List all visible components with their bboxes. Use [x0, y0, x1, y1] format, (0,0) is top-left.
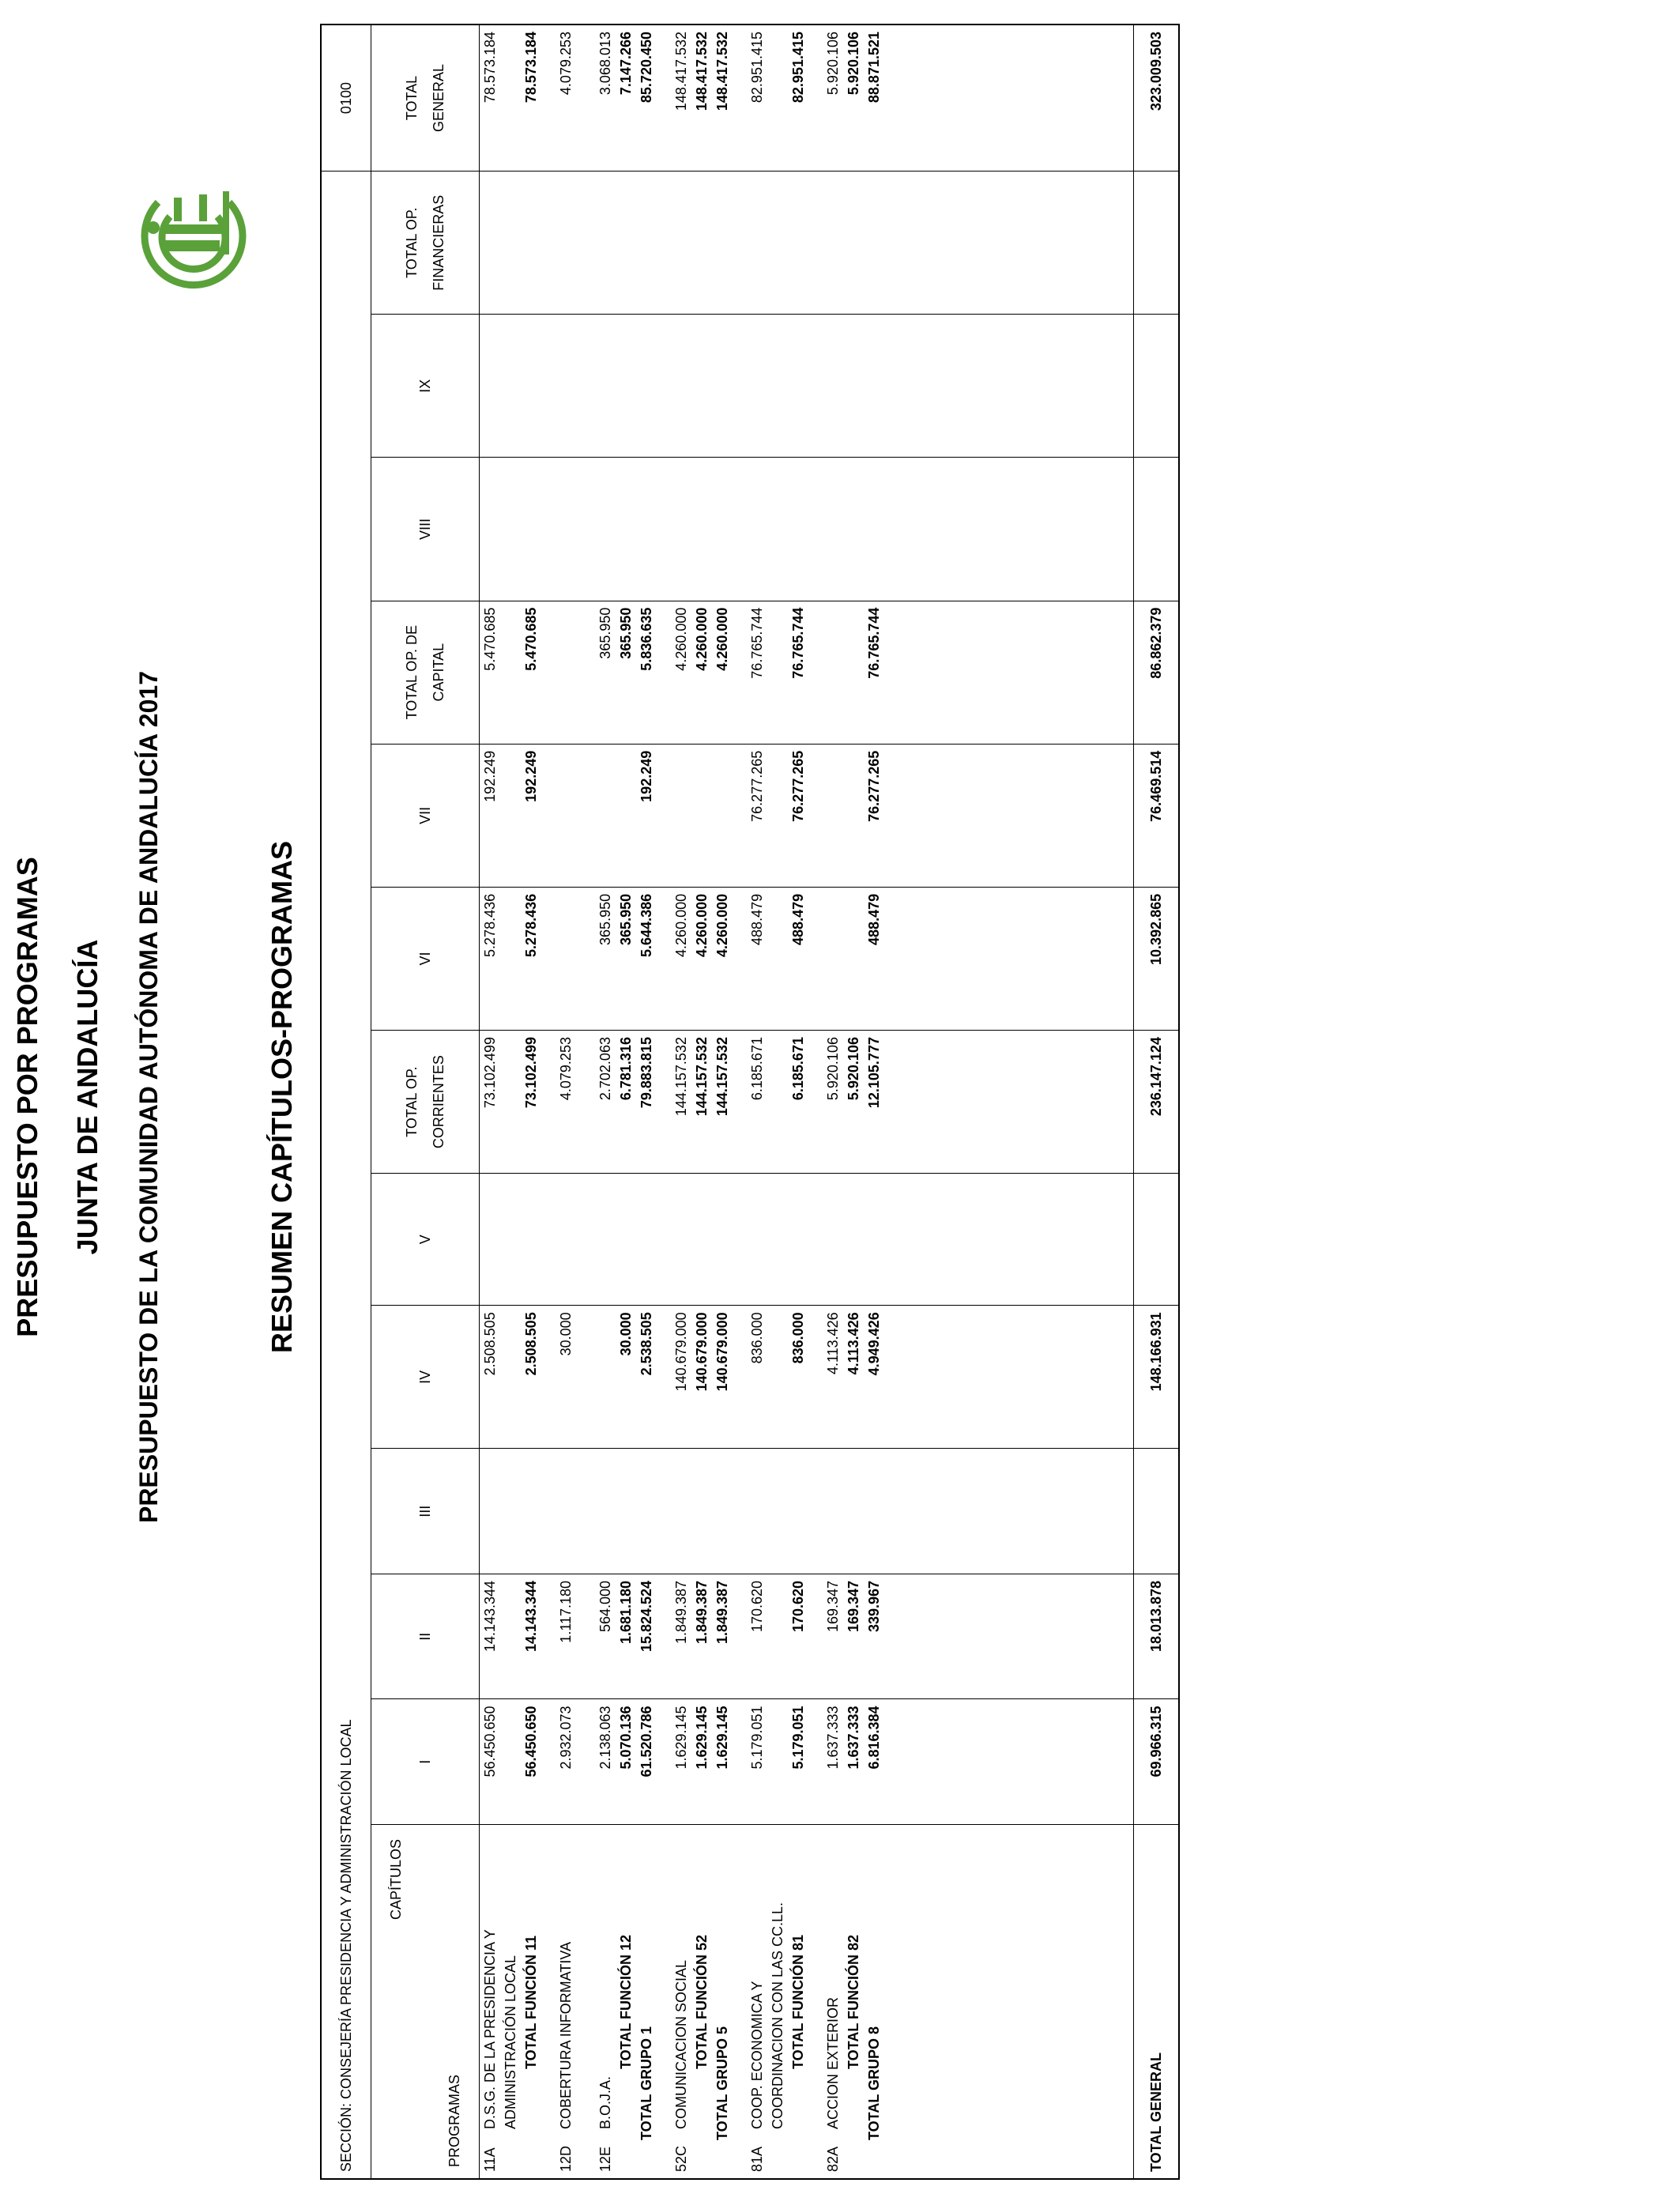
program-value: 169.347 — [825, 1580, 841, 1633]
total-financieras-value — [1134, 172, 1180, 315]
total-funcion-81-row — [788, 25, 823, 2179]
total-financieras-value — [671, 172, 712, 315]
row-label — [712, 1824, 747, 2179]
cap-vi-value — [556, 887, 595, 1030]
total-general-value — [671, 25, 712, 172]
cap-v-value — [595, 1174, 636, 1306]
cap-viii-value — [823, 458, 864, 601]
total-capital-value — [671, 601, 712, 744]
cap-iv-value: 148.166.931 — [1134, 1306, 1180, 1449]
total-grupo-1-row — [636, 25, 671, 2179]
funcion-total-value: 6.781.316 — [618, 1037, 634, 1101]
program-value: 3.068.013 — [597, 32, 613, 96]
cap-vi-value: 5.278.436 — [521, 887, 556, 1030]
total-grupo-label: TOTAL GRUPO 5 — [714, 2026, 730, 2140]
cap-iii-value — [521, 1449, 556, 1574]
cap-iv-value: 4.949.426 — [864, 1306, 898, 1449]
cap-ix-value — [636, 315, 671, 458]
header-cap-i: I — [371, 1699, 480, 1825]
cap-i-value: 1.629.145 — [712, 1699, 747, 1825]
cap-ix-value — [788, 315, 823, 458]
cap-vii-value: 76.277.265 — [864, 744, 898, 887]
cap-vi-value: 488.479 — [747, 887, 788, 1030]
total-general-value: 323.009.503 — [1134, 25, 1180, 172]
header-capitulos-label: CAPÍTULOS — [388, 1838, 404, 1920]
cap-iv-value: 2.508.505 — [480, 1306, 522, 1449]
cap-ii-value — [823, 1574, 864, 1699]
cap-v-value — [480, 1174, 522, 1306]
cap-iii-value — [671, 1449, 712, 1574]
total-financieras-value — [595, 172, 636, 315]
program-label — [480, 1824, 522, 2179]
cap-viii-value — [556, 458, 595, 601]
total-capital-value: 5.470.685 — [480, 601, 522, 744]
header-row — [371, 25, 480, 2179]
cap-ix-value — [712, 315, 747, 458]
cap-vi-value: 10.392.865 — [1134, 887, 1180, 1030]
funcion-total-value: 4.260.000 — [694, 893, 710, 957]
cap-vii-value: 192.249 — [480, 744, 522, 887]
total-capital-value: 86.862.379 — [1134, 601, 1180, 744]
total-corrientes-value: 73.102.499 — [480, 1031, 522, 1174]
funcion-total-value: 5.920.106 — [846, 32, 861, 96]
cap-iv-value: 836.000 — [788, 1306, 823, 1449]
total-capital-value: 76.765.744 — [788, 601, 823, 744]
program-value: 365.950 — [597, 607, 613, 659]
total-financieras-value — [864, 172, 898, 315]
total-capital-value: 76.765.744 — [864, 601, 898, 744]
total-funcion-label: TOTAL FUNCIÓN 11 — [523, 1935, 539, 2069]
program-name: COBERTURA INFORMATIVA — [558, 1941, 574, 2129]
total-corrientes-value: 12.105.777 — [864, 1031, 898, 1174]
program-value: 1.637.333 — [825, 1706, 841, 1770]
program-code: 52C — [673, 2145, 689, 2172]
spacer-row — [898, 25, 1134, 2179]
program-row-82a — [823, 25, 864, 2179]
total-grupo-label: TOTAL GRUPO 1 — [638, 2026, 654, 2140]
cap-ix-value — [1134, 315, 1180, 458]
program-row-81a — [747, 25, 788, 2179]
header-total-financieras-line1: TOTAL OP. — [404, 207, 420, 278]
total-funcion-11-row — [521, 25, 556, 2179]
cap-iii-value — [788, 1449, 823, 1574]
header-total-capital-line2: CAPITAL — [431, 643, 446, 702]
cap-iv-value: 2.538.505 — [636, 1306, 671, 1449]
cap-ix-value — [671, 315, 712, 458]
total-funcion-label: TOTAL FUNCIÓN 81 — [790, 1934, 806, 2069]
program-code: 12D — [558, 2145, 574, 2172]
program-row-52c — [671, 25, 712, 2179]
total-grupo-8-row — [864, 25, 898, 2179]
header-total-capital — [371, 601, 480, 744]
cap-viii-value — [636, 458, 671, 601]
cap-ii-value: 339.967 — [864, 1574, 898, 1699]
cap-vi-value: 5.278.436 — [480, 887, 522, 1030]
funcion-total-value: 1.637.333 — [846, 1706, 861, 1770]
program-value: 564.000 — [597, 1580, 613, 1633]
junta-andalucia-logo-icon — [126, 187, 261, 321]
total-corrientes-value: 79.883.815 — [636, 1031, 671, 1174]
header-total-general-line1: TOTAL — [404, 75, 420, 121]
cap-ix-value — [747, 315, 788, 458]
total-general-value — [823, 25, 864, 172]
cap-vii-value: 192.249 — [521, 744, 556, 887]
cap-i-value: 56.450.650 — [480, 1699, 522, 1825]
cap-viii-value — [788, 458, 823, 601]
cap-ix-value — [521, 315, 556, 458]
chapters-programs-table — [320, 24, 1180, 2180]
total-general-value: 4.079.253 — [556, 25, 595, 172]
header-cap-vi: VI — [371, 887, 480, 1030]
cap-iii-value — [1134, 1449, 1180, 1574]
total-corrientes-value: 6.185.671 — [747, 1031, 788, 1174]
total-general-value: 85.720.450 — [636, 25, 671, 172]
program-value: 5.920.106 — [825, 1037, 841, 1101]
cap-vi-value — [595, 887, 636, 1030]
cap-ii-value: 15.824.524 — [636, 1574, 671, 1699]
program-code: 81A — [749, 2146, 765, 2172]
section-row — [321, 25, 371, 2179]
funcion-total-value: 30.000 — [618, 1312, 634, 1356]
program-value: 2.138.063 — [597, 1706, 613, 1770]
total-general-value: 78.573.184 — [521, 25, 556, 172]
cap-vi-value: 488.479 — [788, 887, 823, 1030]
cap-ii-value: 14.143.344 — [521, 1574, 556, 1699]
cap-i-value: 5.179.051 — [788, 1699, 823, 1825]
cap-ix-value — [864, 315, 898, 458]
program-code: 11A — [482, 2147, 498, 2172]
program-row-12e — [595, 25, 636, 2179]
program-name: D.S.G. DE LA PRESIDENCIA Y ADMINISTRACIÓN LOCAL — [482, 1929, 518, 2129]
cap-iv-value: 30.000 — [556, 1306, 595, 1449]
header-cap-iii: III — [371, 1449, 480, 1574]
cap-v-value — [788, 1174, 823, 1306]
header-cap-iv: IV — [371, 1306, 480, 1449]
cap-v-value — [521, 1174, 556, 1306]
funcion-total-value: 144.157.532 — [694, 1037, 710, 1117]
cap-iv-value: 836.000 — [747, 1306, 788, 1449]
cap-vi-value: 5.644.386 — [636, 887, 671, 1030]
cap-i-value — [823, 1699, 864, 1825]
total-corrientes-value: 236.147.124 — [1134, 1031, 1180, 1174]
cap-ii-value: 1.117.180 — [556, 1574, 595, 1699]
cap-i-value: 5.179.051 — [747, 1699, 788, 1825]
total-general-value: 82.951.415 — [788, 25, 823, 172]
cap-v-value — [556, 1174, 595, 1306]
cap-v-value — [823, 1174, 864, 1306]
program-value: 2.702.063 — [597, 1037, 613, 1101]
cap-ii-value — [671, 1574, 712, 1699]
cap-vi-value — [671, 887, 712, 1030]
cap-vii-value — [671, 744, 712, 887]
program-value: 148.417.532 — [673, 32, 689, 111]
funcion-total-value: 140.679.000 — [694, 1312, 710, 1392]
program-row-11a — [480, 25, 522, 2179]
header-cap-v: V — [371, 1174, 480, 1306]
cap-v-value — [712, 1174, 747, 1306]
total-general-value — [595, 25, 636, 172]
cap-v-value — [864, 1174, 898, 1306]
section-code: 0100 — [321, 25, 371, 172]
cap-ix-value — [480, 315, 522, 458]
program-value: 144.157.532 — [673, 1037, 689, 1117]
cap-i-value: 56.450.650 — [521, 1699, 556, 1825]
cap-ii-value — [595, 1574, 636, 1699]
funcion-total-value: 169.347 — [846, 1580, 861, 1633]
program-value: 4.260.000 — [673, 893, 689, 957]
total-funcion-label: TOTAL FUNCIÓN 52 — [694, 1934, 710, 2069]
header-cap-viii: VIII — [371, 458, 480, 601]
program-label — [823, 1824, 864, 2179]
total-funcion-label: TOTAL FUNCIÓN 12 — [618, 1934, 634, 2069]
header-total-financieras — [371, 172, 480, 315]
cap-vii-value — [595, 744, 636, 887]
cap-i-value: 6.816.384 — [864, 1699, 898, 1825]
total-corrientes-value: 6.185.671 — [788, 1031, 823, 1174]
cap-vi-value: 4.260.000 — [712, 887, 747, 1030]
funcion-total-value: 365.950 — [618, 607, 634, 659]
program-name: COOP. ECONOMICA Y COORDINACION CON LAS CC.LL. — [749, 1902, 785, 2129]
cap-i-value — [671, 1699, 712, 1825]
cap-iv-value: 2.508.505 — [521, 1306, 556, 1449]
header-total-corrientes-line2: CORRIENTES — [431, 1055, 446, 1149]
cap-vi-value — [823, 887, 864, 1030]
total-general-label: TOTAL GENERAL — [1134, 1824, 1180, 2179]
total-grupo-5-row — [712, 25, 747, 2179]
cap-vii-value: 192.249 — [636, 744, 671, 887]
program-value: 4.113.426 — [825, 1312, 841, 1375]
cap-viii-value — [480, 458, 522, 601]
total-capital-value: 76.765.744 — [747, 601, 788, 744]
total-financieras-value — [556, 172, 595, 315]
total-financieras-value — [636, 172, 671, 315]
header-programs — [371, 1824, 480, 2179]
header-cap-vii: VII — [371, 744, 480, 887]
total-general-row — [1134, 25, 1180, 2179]
total-grupo-label: TOTAL GRUPO 8 — [866, 2026, 882, 2140]
cap-viii-value — [1134, 458, 1180, 601]
total-general-value: 148.417.532 — [712, 25, 747, 172]
header-cap-ix: IX — [371, 315, 480, 458]
total-capital-value — [595, 601, 636, 744]
program-label — [747, 1824, 788, 2179]
cap-viii-value — [521, 458, 556, 601]
cap-ii-value: 14.143.344 — [480, 1574, 522, 1699]
budget-title: PRESUPUESTO DE LA COMUNIDAD AUTÓNOMA DE ANDALUCÍA 2017 — [134, 671, 163, 1524]
cap-ix-value — [823, 315, 864, 458]
cap-vi-value: 488.479 — [864, 887, 898, 1030]
cap-v-value — [747, 1174, 788, 1306]
total-corrientes-value: 4.079.253 — [556, 1031, 595, 1174]
cap-ii-value: 170.620 — [788, 1574, 823, 1699]
program-value: 1.849.387 — [673, 1580, 689, 1645]
program-label — [671, 1824, 712, 2179]
cap-v-value — [636, 1174, 671, 1306]
program-row-12d — [556, 25, 595, 2179]
cap-v-value — [1134, 1174, 1180, 1306]
row-label — [521, 1824, 556, 2179]
program-code: 82A — [825, 2146, 841, 2172]
page-title: PRESUPUESTO POR PROGRAMAS — [11, 857, 43, 1337]
total-capital-value: 5.470.685 — [521, 601, 556, 744]
total-corrientes-value: 144.157.532 — [712, 1031, 747, 1174]
total-capital-value — [823, 601, 864, 744]
funcion-total-value: 7.147.266 — [618, 32, 634, 96]
total-capital-value — [556, 601, 595, 744]
total-financieras-value — [521, 172, 556, 315]
cap-ii-value: 170.620 — [747, 1574, 788, 1699]
cap-ix-value — [556, 315, 595, 458]
cap-iv-value — [823, 1306, 864, 1449]
cap-viii-value — [671, 458, 712, 601]
cap-viii-value — [864, 458, 898, 601]
cap-iii-value — [823, 1449, 864, 1574]
total-financieras-value — [480, 172, 522, 315]
program-label — [556, 1824, 595, 2179]
total-capital-value: 5.836.635 — [636, 601, 671, 744]
cap-i-value: 61.520.786 — [636, 1699, 671, 1825]
row-label — [788, 1824, 823, 2179]
cap-iii-value — [747, 1449, 788, 1574]
cap-iv-value: 140.679.000 — [712, 1306, 747, 1449]
cap-viii-value — [747, 458, 788, 601]
total-capital-value: 4.260.000 — [712, 601, 747, 744]
total-general-value: 82.951.415 — [747, 25, 788, 172]
header-total-corrientes — [371, 1031, 480, 1174]
funcion-total-value: 148.417.532 — [694, 32, 710, 111]
cap-viii-value — [712, 458, 747, 601]
cap-iii-value — [712, 1449, 747, 1574]
total-corrientes-value — [823, 1031, 864, 1174]
cap-i-value — [595, 1699, 636, 1825]
header-total-general — [371, 25, 480, 172]
funcion-total-value: 5.920.106 — [846, 1037, 861, 1101]
header-total-capital-line1: TOTAL OP. DE — [404, 625, 420, 720]
row-label — [864, 1824, 898, 2179]
cap-ii-value: 1.849.387 — [712, 1574, 747, 1699]
total-financieras-value — [747, 172, 788, 315]
program-value: 5.920.106 — [825, 32, 841, 96]
cap-iii-value — [864, 1449, 898, 1574]
cap-iii-value — [636, 1449, 671, 1574]
cap-vii-value — [556, 744, 595, 887]
funcion-total-value: 365.950 — [618, 893, 634, 945]
cap-iv-value — [595, 1306, 636, 1449]
total-financieras-value — [788, 172, 823, 315]
cap-vii-value: 76.277.265 — [788, 744, 823, 887]
section-label: SECCIÓN: CONSEJERÍA PRESIDENCIA Y ADMINISTRACIÓN LOCAL — [321, 172, 371, 2179]
total-funcion-label: TOTAL FUNCIÓN 82 — [846, 1934, 861, 2069]
cap-vii-value: 76.469.514 — [1134, 744, 1180, 887]
cap-i-value: 69.966.315 — [1134, 1699, 1180, 1825]
header-total-corrientes-line1: TOTAL OP. — [404, 1066, 420, 1137]
total-corrientes-value — [595, 1031, 636, 1174]
funcion-total-value: 1.849.387 — [694, 1580, 710, 1645]
header-cap-ii: II — [371, 1574, 480, 1699]
funcion-total-value: 5.070.136 — [618, 1706, 634, 1770]
total-general-value: 88.871.521 — [864, 25, 898, 172]
cap-iii-value — [480, 1449, 522, 1574]
header-total-general-line2: GENERAL — [431, 64, 446, 133]
program-name: COMUNICACION SOCIAL — [673, 1959, 689, 2129]
total-corrientes-value — [671, 1031, 712, 1174]
header-programas-label: PROGRAMAS — [446, 2074, 462, 2167]
funcion-total-value: 4.113.426 — [846, 1312, 861, 1375]
summary-title: RESUMEN CAPÍTULOS-PROGRAMAS — [266, 840, 298, 1354]
cap-iii-value — [556, 1449, 595, 1574]
total-general-value: 78.573.184 — [480, 25, 522, 172]
total-corrientes-value: 73.102.499 — [521, 1031, 556, 1174]
total-financieras-value — [823, 172, 864, 315]
funcion-total-value: 1.629.145 — [694, 1706, 710, 1770]
cap-i-value: 2.932.073 — [556, 1699, 595, 1825]
cap-vii-value — [823, 744, 864, 887]
cap-vii-value: 76.277.265 — [747, 744, 788, 887]
program-label — [595, 1824, 636, 2179]
cap-ix-value — [595, 315, 636, 458]
institution-title: JUNTA DE ANDALUCÍA — [71, 939, 104, 1255]
program-name: B.O.J.A. — [597, 2075, 613, 2129]
total-financieras-value — [712, 172, 747, 315]
header-total-financieras-line2: FINANCIERAS — [431, 194, 446, 291]
program-value: 1.629.145 — [673, 1706, 689, 1770]
program-value: 365.950 — [597, 893, 613, 945]
cap-iv-value — [671, 1306, 712, 1449]
cap-iii-value — [595, 1449, 636, 1574]
cap-ii-value: 18.013.878 — [1134, 1574, 1180, 1699]
cap-v-value — [671, 1174, 712, 1306]
cap-viii-value — [595, 458, 636, 601]
funcion-total-value: 4.260.000 — [694, 607, 710, 671]
program-name: ACCION EXTERIOR — [825, 1996, 841, 2129]
cap-vii-value — [712, 744, 747, 887]
row-label — [636, 1824, 671, 2179]
funcion-total-value: 1.681.180 — [618, 1580, 634, 1645]
program-value: 4.260.000 — [673, 607, 689, 671]
program-value: 140.679.000 — [673, 1312, 689, 1392]
program-code: 12E — [597, 2146, 613, 2172]
